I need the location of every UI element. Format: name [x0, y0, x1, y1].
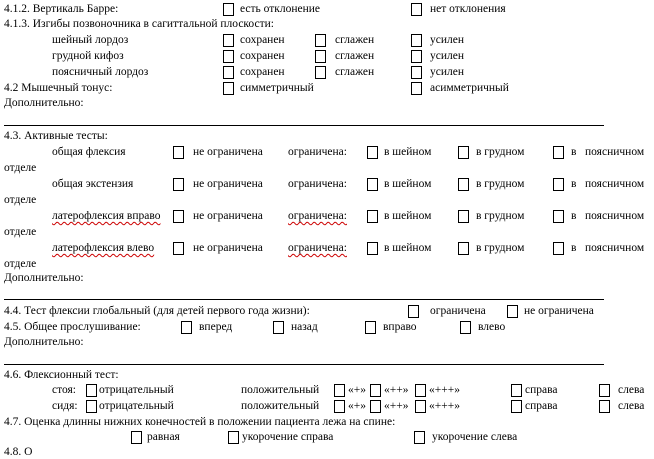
s43-row3-tail: отделе [4, 258, 37, 270]
s46-row0-p3-checkbox[interactable] [415, 384, 426, 397]
s46-row0-p1-label: «+» [348, 384, 366, 396]
s47-short-left-label: укорочение слева [432, 431, 518, 443]
s43-row2-lumbar-v: в [571, 210, 577, 222]
s43-row0-lumbar-checkbox[interactable] [553, 146, 564, 159]
s46-row1-p3-label: «+++» [429, 400, 460, 412]
s413-row2-c-label: усилен [430, 66, 465, 78]
s46-row0-p1-checkbox[interactable] [334, 384, 345, 397]
s46-row1-p3-checkbox[interactable] [415, 400, 426, 413]
s43-row1-thoracic-checkbox[interactable] [458, 178, 469, 191]
s45-left-checkbox[interactable] [460, 321, 471, 334]
s413-label: 4.1.3. Изгибы позвоночника в сагиттальной плоскости: [4, 18, 274, 30]
s42-asym-label: асимметричный [430, 82, 509, 94]
s43-row2-cervical-checkbox[interactable] [367, 210, 378, 223]
s43-row1-unlimited-checkbox[interactable] [173, 178, 184, 191]
s46-row0-left-checkbox[interactable] [599, 384, 610, 397]
s44-unlimited-checkbox[interactable] [507, 305, 518, 318]
s46-row1-left-checkbox[interactable] [599, 400, 610, 413]
s45-right-label: вправо [383, 321, 417, 333]
s46-row0-p3-label: «+++» [429, 384, 460, 396]
s46-label: 4.6. Флексионный тест: [4, 369, 119, 381]
s412-no-checkbox[interactable] [411, 3, 422, 16]
s412-yes-checkbox[interactable] [223, 3, 234, 16]
s43-row0-tail: отделе [4, 162, 37, 174]
s46-row0-right-label: справа [525, 384, 558, 396]
s43-row2-thoracic-checkbox[interactable] [458, 210, 469, 223]
s46-row1-left-label: слева [618, 400, 645, 412]
s43-row1-tail: отделе [4, 194, 37, 206]
s43-row3-cervical-checkbox[interactable] [367, 242, 378, 255]
s43-row2-tail: отделе [4, 226, 37, 238]
s43-row3-thoracic-label: в грудном [476, 242, 525, 254]
s45-back-checkbox[interactable] [273, 321, 284, 334]
s43-row0-cervical-checkbox[interactable] [367, 146, 378, 159]
s43-row3-cervical-label: в шейном [384, 242, 432, 254]
s413-row1-c-label: усилен [430, 50, 465, 62]
s46-row1-neg-checkbox[interactable] [86, 400, 97, 413]
s43-row2-unlimited-checkbox[interactable] [173, 210, 184, 223]
s43-row2-cervical-label: в шейном [384, 210, 432, 222]
s47-short-right-label: укорочение справа [242, 431, 334, 443]
s42-extra-line [4, 125, 604, 126]
s43-row3-limited-label: ограничена: [288, 242, 347, 254]
s46-row-name: стоя: [52, 384, 76, 396]
s45-right-checkbox[interactable] [365, 321, 376, 334]
s43-row2-unlimited-label: не ограничена [193, 210, 263, 222]
s43-row1-thoracic-label: в грудном [476, 178, 525, 190]
s43-row1-lumbar-v: в [571, 178, 577, 190]
s46-row-name: сидя: [52, 400, 78, 412]
s45-forward-checkbox[interactable] [181, 321, 192, 334]
s43-row0-limited-label: ограничена: [288, 146, 347, 158]
s43-row0-cervical-label: в шейном [384, 146, 432, 158]
s47-equal-label: равная [147, 431, 180, 443]
s46-row0-right-checkbox[interactable] [511, 384, 522, 397]
s413-row2-a-label: сохранен [240, 66, 285, 78]
s46-row0-left-label: слева [618, 384, 645, 396]
s43-row1-unlimited-label: не ограничена [193, 178, 263, 190]
s43-row3-lumbar-v: в [571, 242, 577, 254]
s43-row-name: общая флексия [52, 146, 126, 158]
s413-row0-b-checkbox[interactable] [315, 34, 326, 47]
s45-back-label: назад [291, 321, 318, 333]
s42-sym-label: симметричный [240, 82, 314, 94]
s413-row-name: грудной кифоз [52, 50, 124, 62]
s43-row1-lumbar-label: поясничном [585, 178, 645, 190]
s43-row0-thoracic-label: в грудном [476, 146, 525, 158]
s46-row1-right-checkbox[interactable] [511, 400, 522, 413]
s47-label: 4.7. Оценка длинны нижних конечностей в положении пациента лежа на спине: [4, 416, 396, 428]
s413-row1-a-checkbox[interactable] [223, 50, 234, 63]
s412-label: 4.1.2. Вертикаль Барре: [4, 3, 119, 15]
s46-row1-p2-label: «++» [384, 400, 409, 412]
s42-extra-label: Дополнительно: [4, 97, 84, 109]
s46-row1-right-label: справа [525, 400, 558, 412]
s46-row1-p1-label: «+» [348, 400, 366, 412]
s43-row2-limited-label: ограничена: [288, 210, 347, 222]
s43-row1-lumbar-checkbox[interactable] [553, 178, 564, 191]
s47-short-left-checkbox[interactable] [414, 431, 425, 444]
s43-row0-unlimited-checkbox[interactable] [173, 146, 184, 159]
s413-row0-c-checkbox[interactable] [411, 34, 422, 47]
s42-label: 4.2 Мышечный тонус: [4, 82, 113, 94]
s43-row-name: общая экстензия [52, 178, 134, 190]
s45-extra-label: Дополнительно: [4, 336, 84, 348]
s412-yes-label: есть отклонение [240, 3, 321, 15]
s46-row0-neg-checkbox[interactable] [86, 384, 97, 397]
s413-row2-c-checkbox[interactable] [411, 66, 422, 79]
s43-row0-lumbar-v: в [571, 146, 577, 158]
s413-row-name: шейный лордоз [52, 34, 129, 46]
s43-row1-cervical-checkbox[interactable] [367, 178, 378, 191]
s44-label: 4.4. Тест флексии глобальный (для детей первого года жизни): [4, 305, 310, 317]
s42-sym-checkbox[interactable] [223, 82, 234, 95]
s47-equal-checkbox[interactable] [131, 431, 142, 444]
s43-row1-limited-label: ограничена: [288, 178, 347, 190]
s412-no-label: нет отклонения [430, 3, 506, 15]
s46-row1-p2-checkbox[interactable] [370, 400, 381, 413]
s45-label: 4.5. Общее прослушивание: [4, 321, 141, 333]
s45-forward-label: вперед [199, 321, 233, 333]
s413-row2-b-checkbox[interactable] [315, 66, 326, 79]
s413-row0-b-label: сглажен [335, 34, 375, 46]
s46-row1-p1-checkbox[interactable] [334, 400, 345, 413]
s43-row3-lumbar-checkbox[interactable] [553, 242, 564, 255]
s44-limited-checkbox[interactable] [408, 305, 419, 318]
s43-row3-unlimited-label: не ограничена [193, 242, 263, 254]
s413-row2-a-checkbox[interactable] [223, 66, 234, 79]
s44-limited-label: ограничена [430, 305, 486, 317]
s43-row3-thoracic-checkbox[interactable] [458, 242, 469, 255]
s46-row0-neg-label: отрицательный [99, 384, 174, 396]
s46-row0-pos-label: положительный [241, 384, 320, 396]
s44-unlimited-label: не ограничена [524, 305, 594, 317]
s43-extra-line [4, 299, 604, 300]
s43-row2-lumbar-checkbox[interactable] [553, 210, 564, 223]
s43-row0-thoracic-checkbox[interactable] [458, 146, 469, 159]
s48-label: 4.8. О [4, 446, 33, 458]
s45-left-label: влево [478, 321, 506, 333]
s413-row-name: поясничный лордоз [52, 66, 149, 78]
s413-row1-b-checkbox[interactable] [315, 50, 326, 63]
s413-row2-b-label: сглажен [335, 66, 375, 78]
s413-row0-a-label: сохранен [240, 34, 285, 46]
s46-row0-p2-label: «++» [384, 384, 409, 396]
s43-row2-thoracic-label: в грудном [476, 210, 525, 222]
s413-row0-a-checkbox[interactable] [223, 34, 234, 47]
s43-row3-unlimited-checkbox[interactable] [173, 242, 184, 255]
s413-row0-c-label: усилен [430, 34, 465, 46]
s43-row0-unlimited-label: не ограничена [193, 146, 263, 158]
s413-row1-c-checkbox[interactable] [411, 50, 422, 63]
s46-row0-p2-checkbox[interactable] [370, 384, 381, 397]
s43-label: 4.3. Активные тесты: [4, 130, 108, 142]
s43-row2-lumbar-label: поясничном [585, 210, 645, 222]
s43-row0-lumbar-label: поясничном [585, 146, 645, 158]
s42-asym-checkbox[interactable] [411, 82, 422, 95]
s46-row1-pos-label: положительный [241, 400, 320, 412]
s43-row-name: латерофлексия влево [52, 242, 155, 254]
s413-row1-b-label: сглажен [335, 50, 375, 62]
s413-row1-a-label: сохранен [240, 50, 285, 62]
s43-row1-cervical-label: в шейном [384, 178, 432, 190]
s47-short-right-checkbox[interactable] [228, 431, 239, 444]
s45-extra-line [4, 364, 604, 365]
s43-extra-label: Дополнительно: [4, 272, 84, 284]
s43-row3-lumbar-label: поясничном [585, 242, 645, 254]
s43-row-name: латерофлексия вправо [52, 210, 161, 222]
s46-row1-neg-label: отрицательный [99, 400, 174, 412]
